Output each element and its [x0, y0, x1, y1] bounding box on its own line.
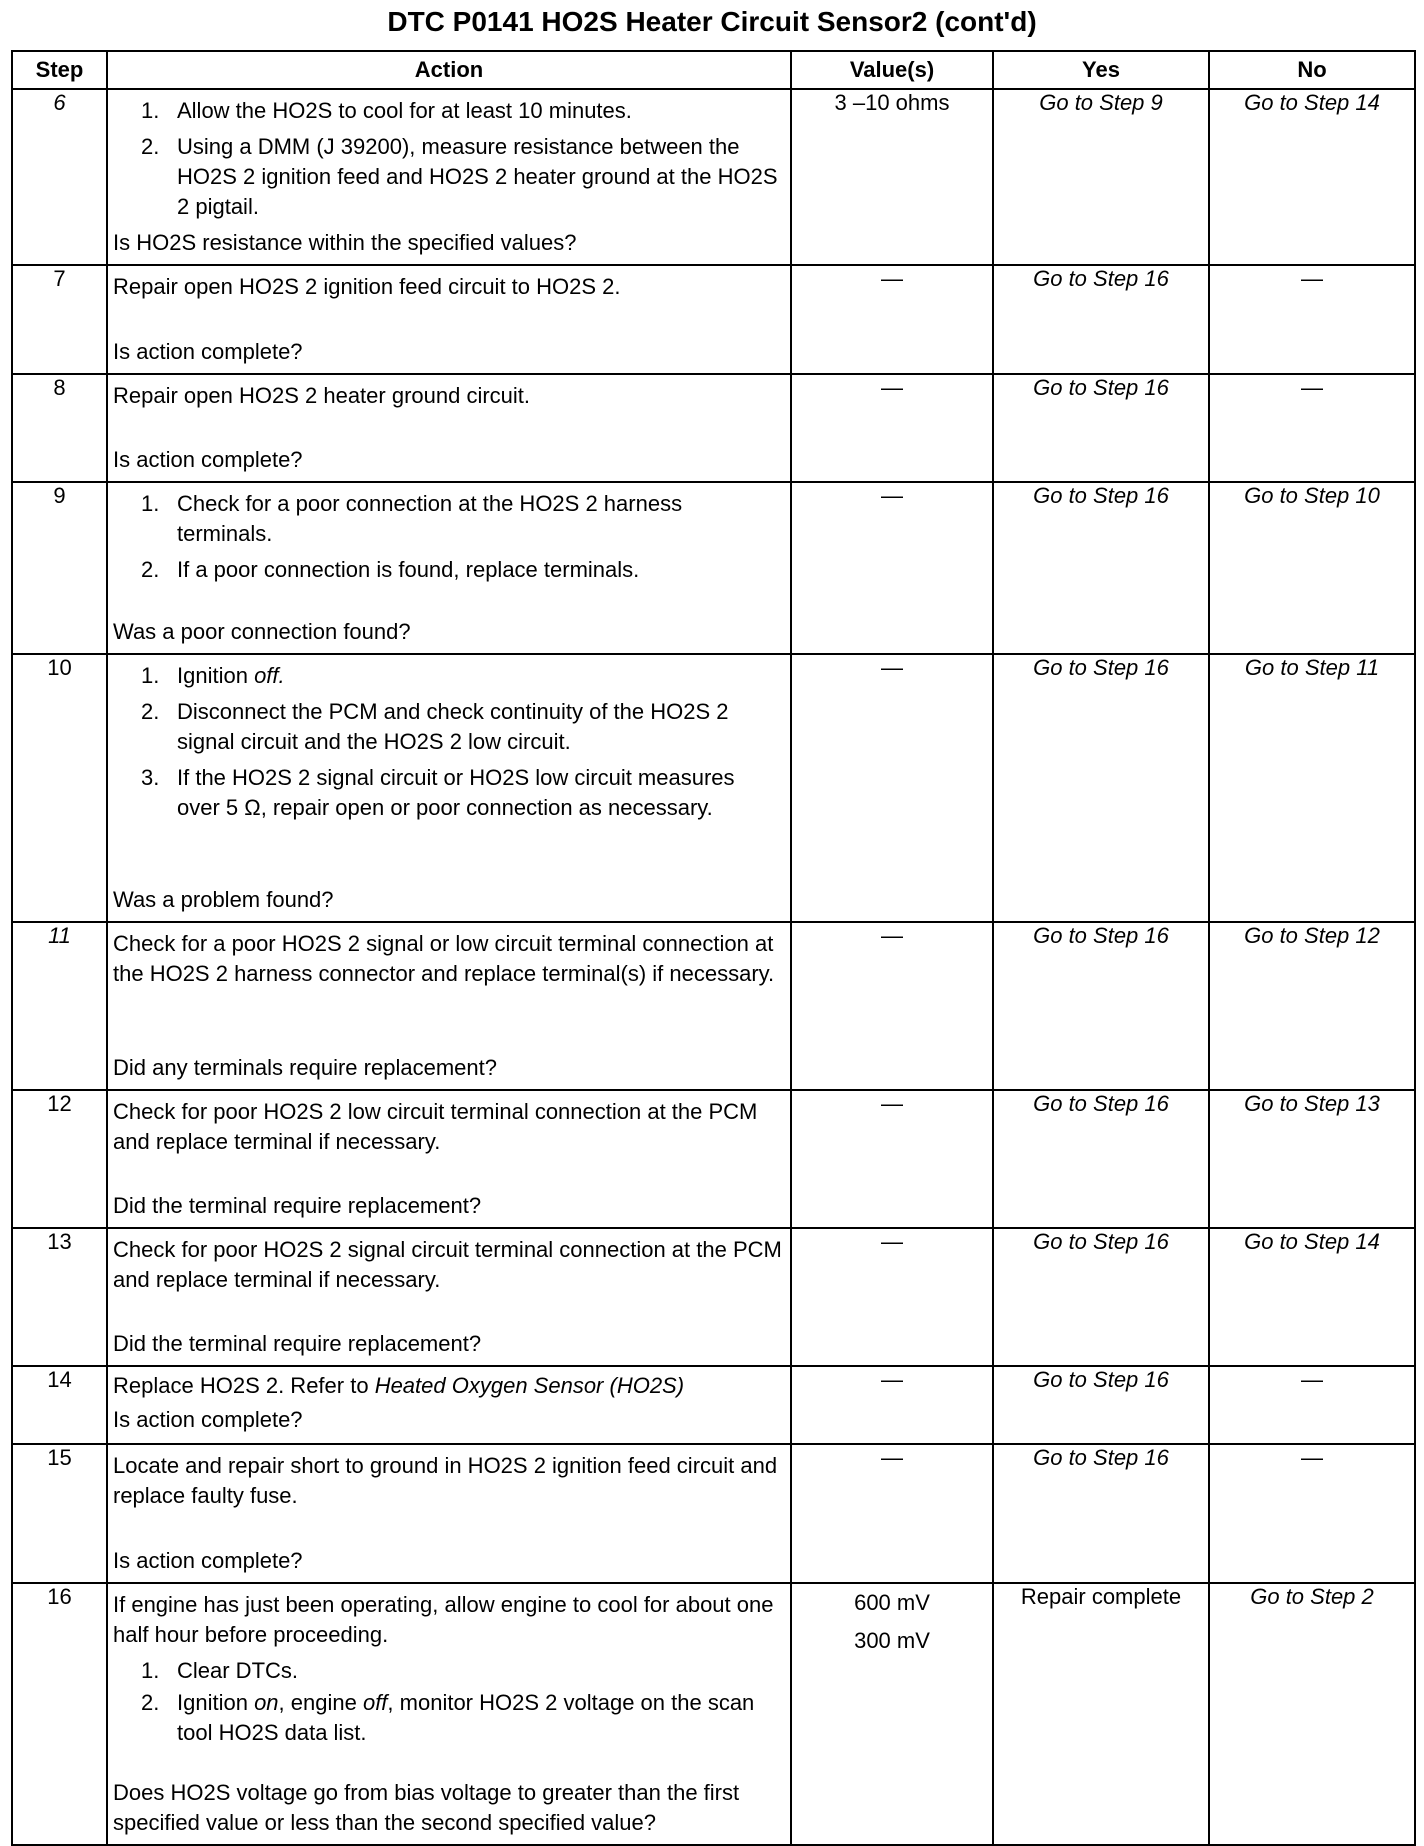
action-cell: [107, 1366, 791, 1444]
no-cell: —: [1209, 374, 1415, 482]
action-intro: If engine has just been operating, allow engine to cool for about one half hour before proceeding.: [113, 1592, 774, 1647]
yes-cell: Go to Step 16: [993, 1228, 1209, 1366]
value-cell: —: [791, 922, 993, 1090]
reference-link[interactable]: Heated Oxygen Sensor (HO2S): [374, 1373, 685, 1398]
step-number: 7: [12, 265, 107, 374]
step-number: 12: [12, 1090, 107, 1228]
value-first: 600 mV: [854, 1590, 930, 1615]
table-row: [12, 654, 1415, 922]
table-row: [12, 1444, 1415, 1583]
header-values: Value(s): [791, 51, 993, 89]
action-cell: [107, 654, 791, 922]
no-cell: —: [1209, 1366, 1415, 1444]
yes-cell: Go to Step 16: [993, 654, 1209, 922]
no-cell: Go to Step 2: [1209, 1583, 1415, 1845]
header-yes: Yes: [993, 51, 1209, 89]
action-text: Check for poor HO2S 2 signal circuit terminal connection at the PCM and replace terminal if necessary.: [113, 1237, 782, 1292]
no-cell: Go to Step 12: [1209, 922, 1415, 1090]
action-cell: [107, 922, 791, 1090]
no-cell: Go to Step 11: [1209, 654, 1415, 922]
no-cell: —: [1209, 265, 1415, 374]
yes-cell: Go to Step 9: [993, 89, 1209, 265]
yes-cell: Go to Step 16: [993, 922, 1209, 1090]
action-cell: [107, 374, 791, 482]
action-question: Did the terminal require replacement?: [113, 1331, 482, 1356]
action-question: Did the terminal require replacement?: [113, 1193, 482, 1218]
table-row: [12, 1583, 1415, 1845]
no-cell: Go to Step 14: [1209, 1228, 1415, 1366]
step-number: 10: [12, 654, 107, 922]
table-row: [12, 1228, 1415, 1366]
step-number: 6: [12, 89, 107, 265]
step-number: 15: [12, 1444, 107, 1583]
value-cell: —: [791, 1090, 993, 1228]
table-row: [12, 482, 1415, 654]
action-question: Was a poor connection found?: [113, 619, 411, 644]
no-cell: Go to Step 13: [1209, 1090, 1415, 1228]
list-item: 1. Clear DTCs.: [141, 1658, 299, 1683]
action-question: Is HO2S resistance within the specified values?: [113, 230, 577, 255]
header-action: Action: [107, 51, 791, 89]
action-question: Is action complete?: [113, 447, 303, 472]
action-question: Did any terminals require replacement?: [113, 1055, 497, 1080]
action-cell: [107, 265, 791, 374]
table-row: [12, 1366, 1415, 1444]
action-cell: [107, 1090, 791, 1228]
action-text: Repair open HO2S 2 heater ground circuit.: [113, 383, 531, 408]
step-number: 9: [12, 482, 107, 654]
value-cell: —: [791, 482, 993, 654]
list-item: 2. If a poor connection is found, replace terminals.: [141, 557, 640, 582]
action-question: Is action complete?: [113, 339, 303, 364]
action-text: Replace HO2S 2. Refer to Heated Oxygen Sensor (HO2S): [113, 1373, 685, 1398]
table-row: [12, 374, 1415, 482]
yes-cell: Go to Step 16: [993, 265, 1209, 374]
action-cell: [107, 89, 791, 265]
value-cell: [791, 1583, 993, 1845]
value-cell: —: [791, 265, 993, 374]
list-item: 1. Allow the HO2S to cool for at least 10 minutes.: [141, 98, 632, 123]
action-steps-list: [113, 96, 782, 228]
yes-cell: Repair complete: [993, 1583, 1209, 1845]
list-item: 1. Check for a poor connection at the HO2S 2 harness terminals.: [141, 491, 683, 546]
page-title: DTC P0141 HO2S Heater Circuit Sensor2 (cont'd): [387, 6, 1037, 37]
no-cell: Go to Step 10: [1209, 482, 1415, 654]
list-item: 3. If the HO2S 2 signal circuit or HO2S low circuit measures over 5 Ω, repair open or poor connection as necessary.: [141, 765, 735, 820]
list-item: 2. Using a DMM (J 39200), measure resistance between the HO2S 2 ignition feed and HO2S 2 heater ground at the HO2S 2 pigtail.: [141, 134, 778, 219]
action-text: Locate and repair short to ground in HO2S 2 ignition feed circuit and replace faulty fuse.: [113, 1453, 778, 1508]
action-question: Is action complete?: [113, 1548, 303, 1573]
no-cell: Go to Step 14: [1209, 89, 1415, 265]
table-row: [12, 265, 1415, 374]
action-steps-list: [113, 489, 782, 591]
action-question: Is action complete?: [113, 1407, 303, 1432]
value-cell: —: [791, 1444, 993, 1583]
table-row: [12, 89, 1415, 265]
action-cell: [107, 1444, 791, 1583]
yes-cell: Go to Step 16: [993, 482, 1209, 654]
action-question: Was a problem found?: [113, 887, 334, 912]
action-text: Check for a poor HO2S 2 signal or low circuit terminal connection at the HO2S 2 harness connector and replace terminal(s) if necessary.: [113, 931, 775, 986]
action-steps-list: [113, 1656, 782, 1750]
action-question: Does HO2S voltage go from bias voltage to greater than the first specified value or less than the second specified value?: [113, 1780, 740, 1835]
yes-cell: Go to Step 16: [993, 1366, 1209, 1444]
header-step: Step: [12, 51, 107, 89]
list-item: 2. Disconnect the PCM and check continuity of the HO2S 2 signal circuit and the HO2S 2 low circuit.: [141, 699, 729, 754]
action-cell: [107, 1583, 791, 1845]
yes-cell: Go to Step 16: [993, 1444, 1209, 1583]
step-number: 14: [12, 1366, 107, 1444]
yes-cell: Go to Step 16: [993, 1090, 1209, 1228]
list-item: 2. Ignition on, engine off, monitor HO2S 2 voltage on the scan tool HO2S data list.: [141, 1690, 755, 1745]
header-no: No: [1209, 51, 1415, 89]
header-row: [12, 51, 1415, 89]
value-cell: —: [791, 1366, 993, 1444]
value-cell: 3 –10 ohms: [791, 89, 993, 265]
diagnostic-table: [11, 50, 1416, 1846]
step-number: 13: [12, 1228, 107, 1366]
no-cell: —: [1209, 1444, 1415, 1583]
action-cell: [107, 482, 791, 654]
value-cell: —: [791, 374, 993, 482]
value-cell: —: [791, 1228, 993, 1366]
value-second: 300 mV: [854, 1628, 930, 1653]
action-text: Check for poor HO2S 2 low circuit terminal connection at the PCM and replace terminal if necessary.: [113, 1099, 758, 1154]
step-number: 16: [12, 1583, 107, 1845]
list-item: 1. Ignition off.: [141, 663, 285, 688]
action-text: Repair open HO2S 2 ignition feed circuit to HO2S 2.: [113, 274, 621, 299]
step-number: 11: [12, 922, 107, 1090]
step-number: 8: [12, 374, 107, 482]
table-row: [12, 922, 1415, 1090]
yes-cell: Go to Step 16: [993, 374, 1209, 482]
table-row: [12, 1090, 1415, 1228]
value-cell: —: [791, 654, 993, 922]
action-steps-list: [113, 661, 782, 829]
action-cell: [107, 1228, 791, 1366]
